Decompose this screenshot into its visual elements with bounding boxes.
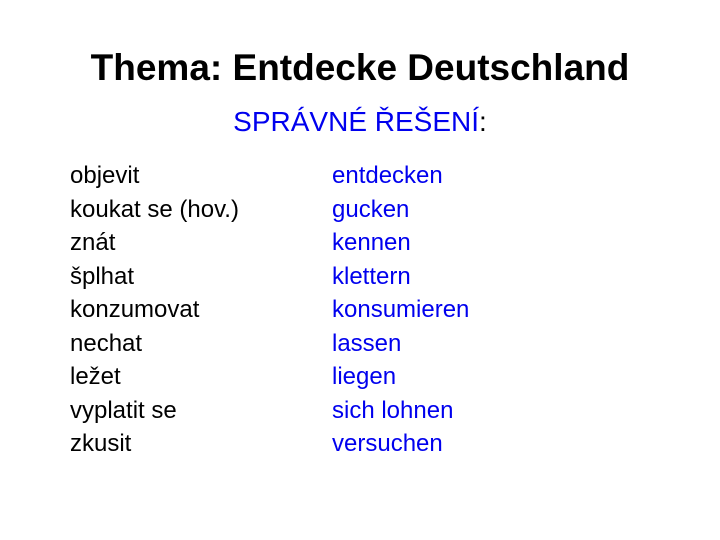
czech-word: nechat xyxy=(70,329,143,357)
german-word: sich lohnen xyxy=(332,396,454,424)
german-word: lassen xyxy=(332,329,402,357)
solution-heading-colon: : xyxy=(479,106,487,137)
german-word: liegen xyxy=(332,363,397,390)
german-word: entdecken xyxy=(332,162,443,189)
german-word-list xyxy=(332,159,469,461)
german-word: konsumieren xyxy=(332,296,470,323)
czech-word: zkusit xyxy=(70,430,132,457)
czech-word: vyplatit se xyxy=(70,396,177,424)
solution-heading xyxy=(0,104,720,140)
czech-word: ležet xyxy=(70,363,121,390)
czech-word: konzumovat xyxy=(70,296,200,323)
slide-title: Thema: Entdecke Deutschland xyxy=(90,47,630,88)
solution-heading-label: SPRÁVNÉ ŘEŠENÍ xyxy=(233,106,480,137)
german-word: versuchen xyxy=(332,430,443,457)
czech-word: objevit xyxy=(70,162,140,189)
czech-word: znát xyxy=(70,229,116,256)
czech-word: koukat se (hov.) xyxy=(70,195,239,223)
german-word: klettern xyxy=(332,262,411,290)
czech-word-list xyxy=(70,159,239,461)
german-word: kennen xyxy=(332,229,411,256)
czech-word: šplhat xyxy=(70,262,135,290)
german-word: gucken xyxy=(332,195,410,223)
